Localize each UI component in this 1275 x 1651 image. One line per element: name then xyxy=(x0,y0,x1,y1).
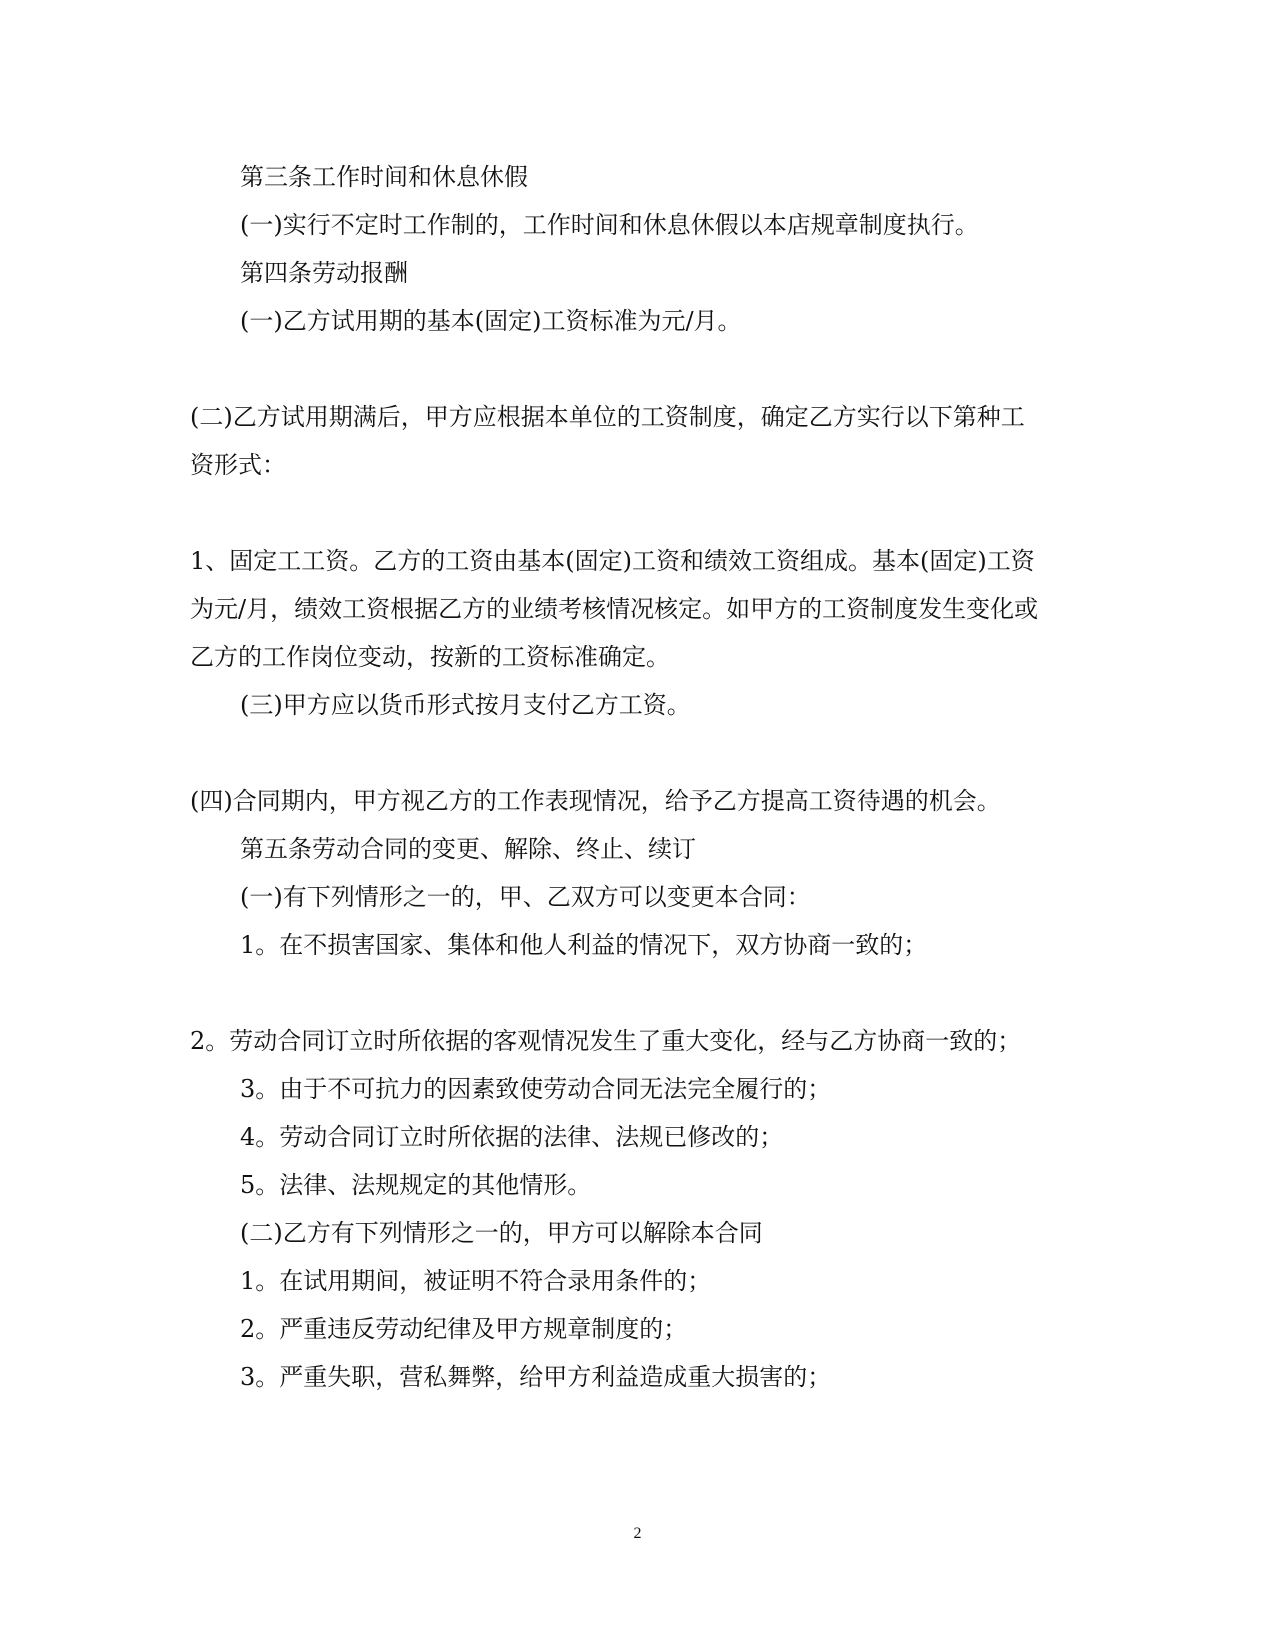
article-5-item-2: 2。劳动合同订立时所依据的客观情况发生了重大变化，经与乙方协商一致的； xyxy=(190,1027,1022,1055)
article-4-clause-2-line-2: 资形式： xyxy=(190,451,286,479)
article-4-clause-3: (三)甲方应以货币形式按月支付乙方工资。 xyxy=(240,691,691,719)
page-number: 2 xyxy=(633,1525,642,1542)
article-3-clause-1: (一)实行不定时工作制的，工作时间和休息休假以本店规章制度执行。 xyxy=(240,211,979,239)
article-5-item-1: 1。在不损害国家、集体和他人利益的情况下，双方协商一致的； xyxy=(240,931,928,959)
article-3-heading: 第三条工作时间和休息休假 xyxy=(240,163,528,191)
article-4-clause-2-line-1: (二)乙方试用期满后，甲方应根据本单位的工资制度，确定乙方实行以下第种工 xyxy=(190,403,1025,431)
article-5-clause-2: (二)乙方有下列情形之一的，甲方可以解除本合同 xyxy=(240,1219,763,1247)
article-4-clause-1: (一)乙方试用期的基本(固定)工资标准为元/月。 xyxy=(240,307,742,335)
fixed-wage-line-1: 1、固定工工资。乙方的工资由基本(固定)工资和绩效工资组成。基本(固定)工资 xyxy=(190,547,1035,575)
article-5-item-4: 4。劳动合同订立时所依据的法律、法规已修改的； xyxy=(240,1123,784,1151)
article-5-item-5: 5。法律、法规规定的其他情形。 xyxy=(240,1171,592,1199)
fixed-wage-line-2: 为元/月，绩效工资根据乙方的业绩考核情况核定。如甲方的工资制度发生变化或 xyxy=(190,595,1039,623)
termination-item-3: 3。严重失职，营私舞弊，给甲方利益造成重大损害的； xyxy=(240,1363,832,1391)
fixed-wage-line-3: 乙方的工作岗位变动，按新的工资标准确定。 xyxy=(190,643,670,671)
termination-item-1: 1。在试用期间，被证明不符合录用条件的； xyxy=(240,1267,712,1295)
article-4-clause-4: (四)合同期内，甲方视乙方的工作表现情况，给予乙方提高工资待遇的机会。 xyxy=(190,787,1001,815)
article-4-heading: 第四条劳动报酬 xyxy=(240,259,408,287)
article-5-heading: 第五条劳动合同的变更、解除、终止、续订 xyxy=(240,835,696,863)
article-5-clause-1: (一)有下列情形之一的，甲、乙双方可以变更本合同： xyxy=(240,883,811,911)
article-5-item-3: 3。由于不可抗力的因素致使劳动合同无法完全履行的； xyxy=(240,1075,832,1103)
termination-item-2: 2。严重违反劳动纪律及甲方规章制度的； xyxy=(240,1315,688,1343)
